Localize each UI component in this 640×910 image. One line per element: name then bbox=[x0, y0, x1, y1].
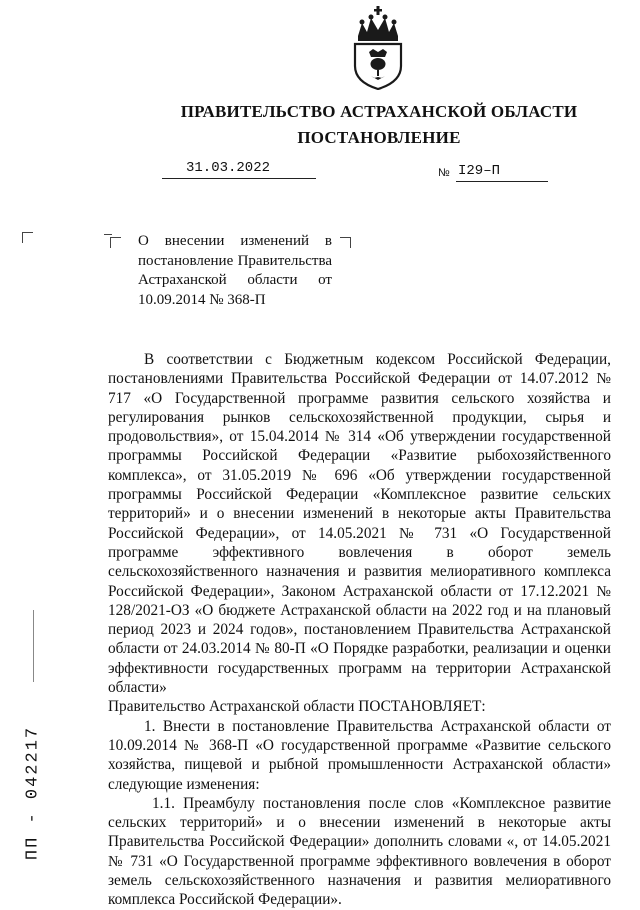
document-number: I29–П bbox=[458, 163, 501, 179]
document-subject bbox=[138, 232, 332, 310]
document-body bbox=[108, 350, 611, 910]
decree-line: Правительство Астраханской области ПОСТАНОВЛЯЕТ: bbox=[108, 698, 486, 716]
serial-text: ПП - 042217 bbox=[23, 725, 43, 861]
organization-title: ПРАВИТЕЛЬСТВО АСТРАХАНСКОЙ ОБЛАСТИ bbox=[180, 102, 578, 121]
margin-line bbox=[33, 610, 34, 682]
preamble-paragraph: В соответствии с Бюджетным кодексом Российской Федерации, постановлениями Правительства Российской Федерации от 14.07.2012 № 717 «О Государственной программе развития сельского хозяйства и регулирования рынков сельскохозяйственной продукции, сырья и продовольствия», от 15.04.2014 № 314 «Об утверждении государственной программы Российской Федерации «Развитие рыбохозяйственного комплекса», от 31.05.2019 № 696 «Об утверждении государственной программы Российской Федерации «Комплексное развитие сельских территорий» и о внесении изменений в некоторые акты Правительства Российской Федерации», от 14.05.2021 № 731 «О Государственной программе эффективного вовлечения в оборот земель сельскохозяйственного назначения и развития мелиоративного комплекса Российской Федерации», Законом Астраханской области от 17.12.2021 № 128/2021-ОЗ «О бюджете Астраханской области на 2022 год и на плановый период 2023 и 2024 годов», постановлением Правительства Астраханской области от 24.03.2014 № 80-П «О Порядке разработки, реализации и оценки эффективности государственных программ на территории Астраханской области» bbox=[108, 351, 611, 697]
document-type: ПОСТАНОВЛЕНИЕ bbox=[297, 128, 461, 147]
date-underline bbox=[162, 178, 316, 179]
item-1-paragraph: 1. Внести в постановление Правительства Астраханской области от 10.09.2014 № 368-П «О государственной программе «Развитие сельского хозяйства, пищевой и рыбной промышленности Астраханской области» следующие изменения: bbox=[108, 717, 611, 793]
margin-corner-mark bbox=[22, 232, 33, 243]
document-date: 31.03.2022 bbox=[186, 160, 271, 176]
subject-bracket-right bbox=[340, 237, 351, 248]
subject-text: О внесении изменений в постановление Правительства Астраханской области от 10.09.2014 № 368-П bbox=[138, 233, 332, 308]
form-serial-number bbox=[20, 718, 46, 868]
number-sign: № bbox=[438, 167, 450, 179]
item-1-1-paragraph: 1.1. Преамбулу постановления после слов «Комплексное развитие сельских территорий» и о внесении изменений в некоторые акты Правительства Российской Федерации» дополнить словами «, от 14.05.2021 № 731 «О Государственной программе эффективного вовлечения в оборот земель сельскохозяйственного назначения и развития мелиоративного комплекса Российской Федерации». bbox=[108, 794, 611, 909]
subject-bracket-left bbox=[110, 237, 121, 248]
coat-of-arms-icon bbox=[349, 6, 407, 90]
number-underline bbox=[456, 181, 548, 182]
